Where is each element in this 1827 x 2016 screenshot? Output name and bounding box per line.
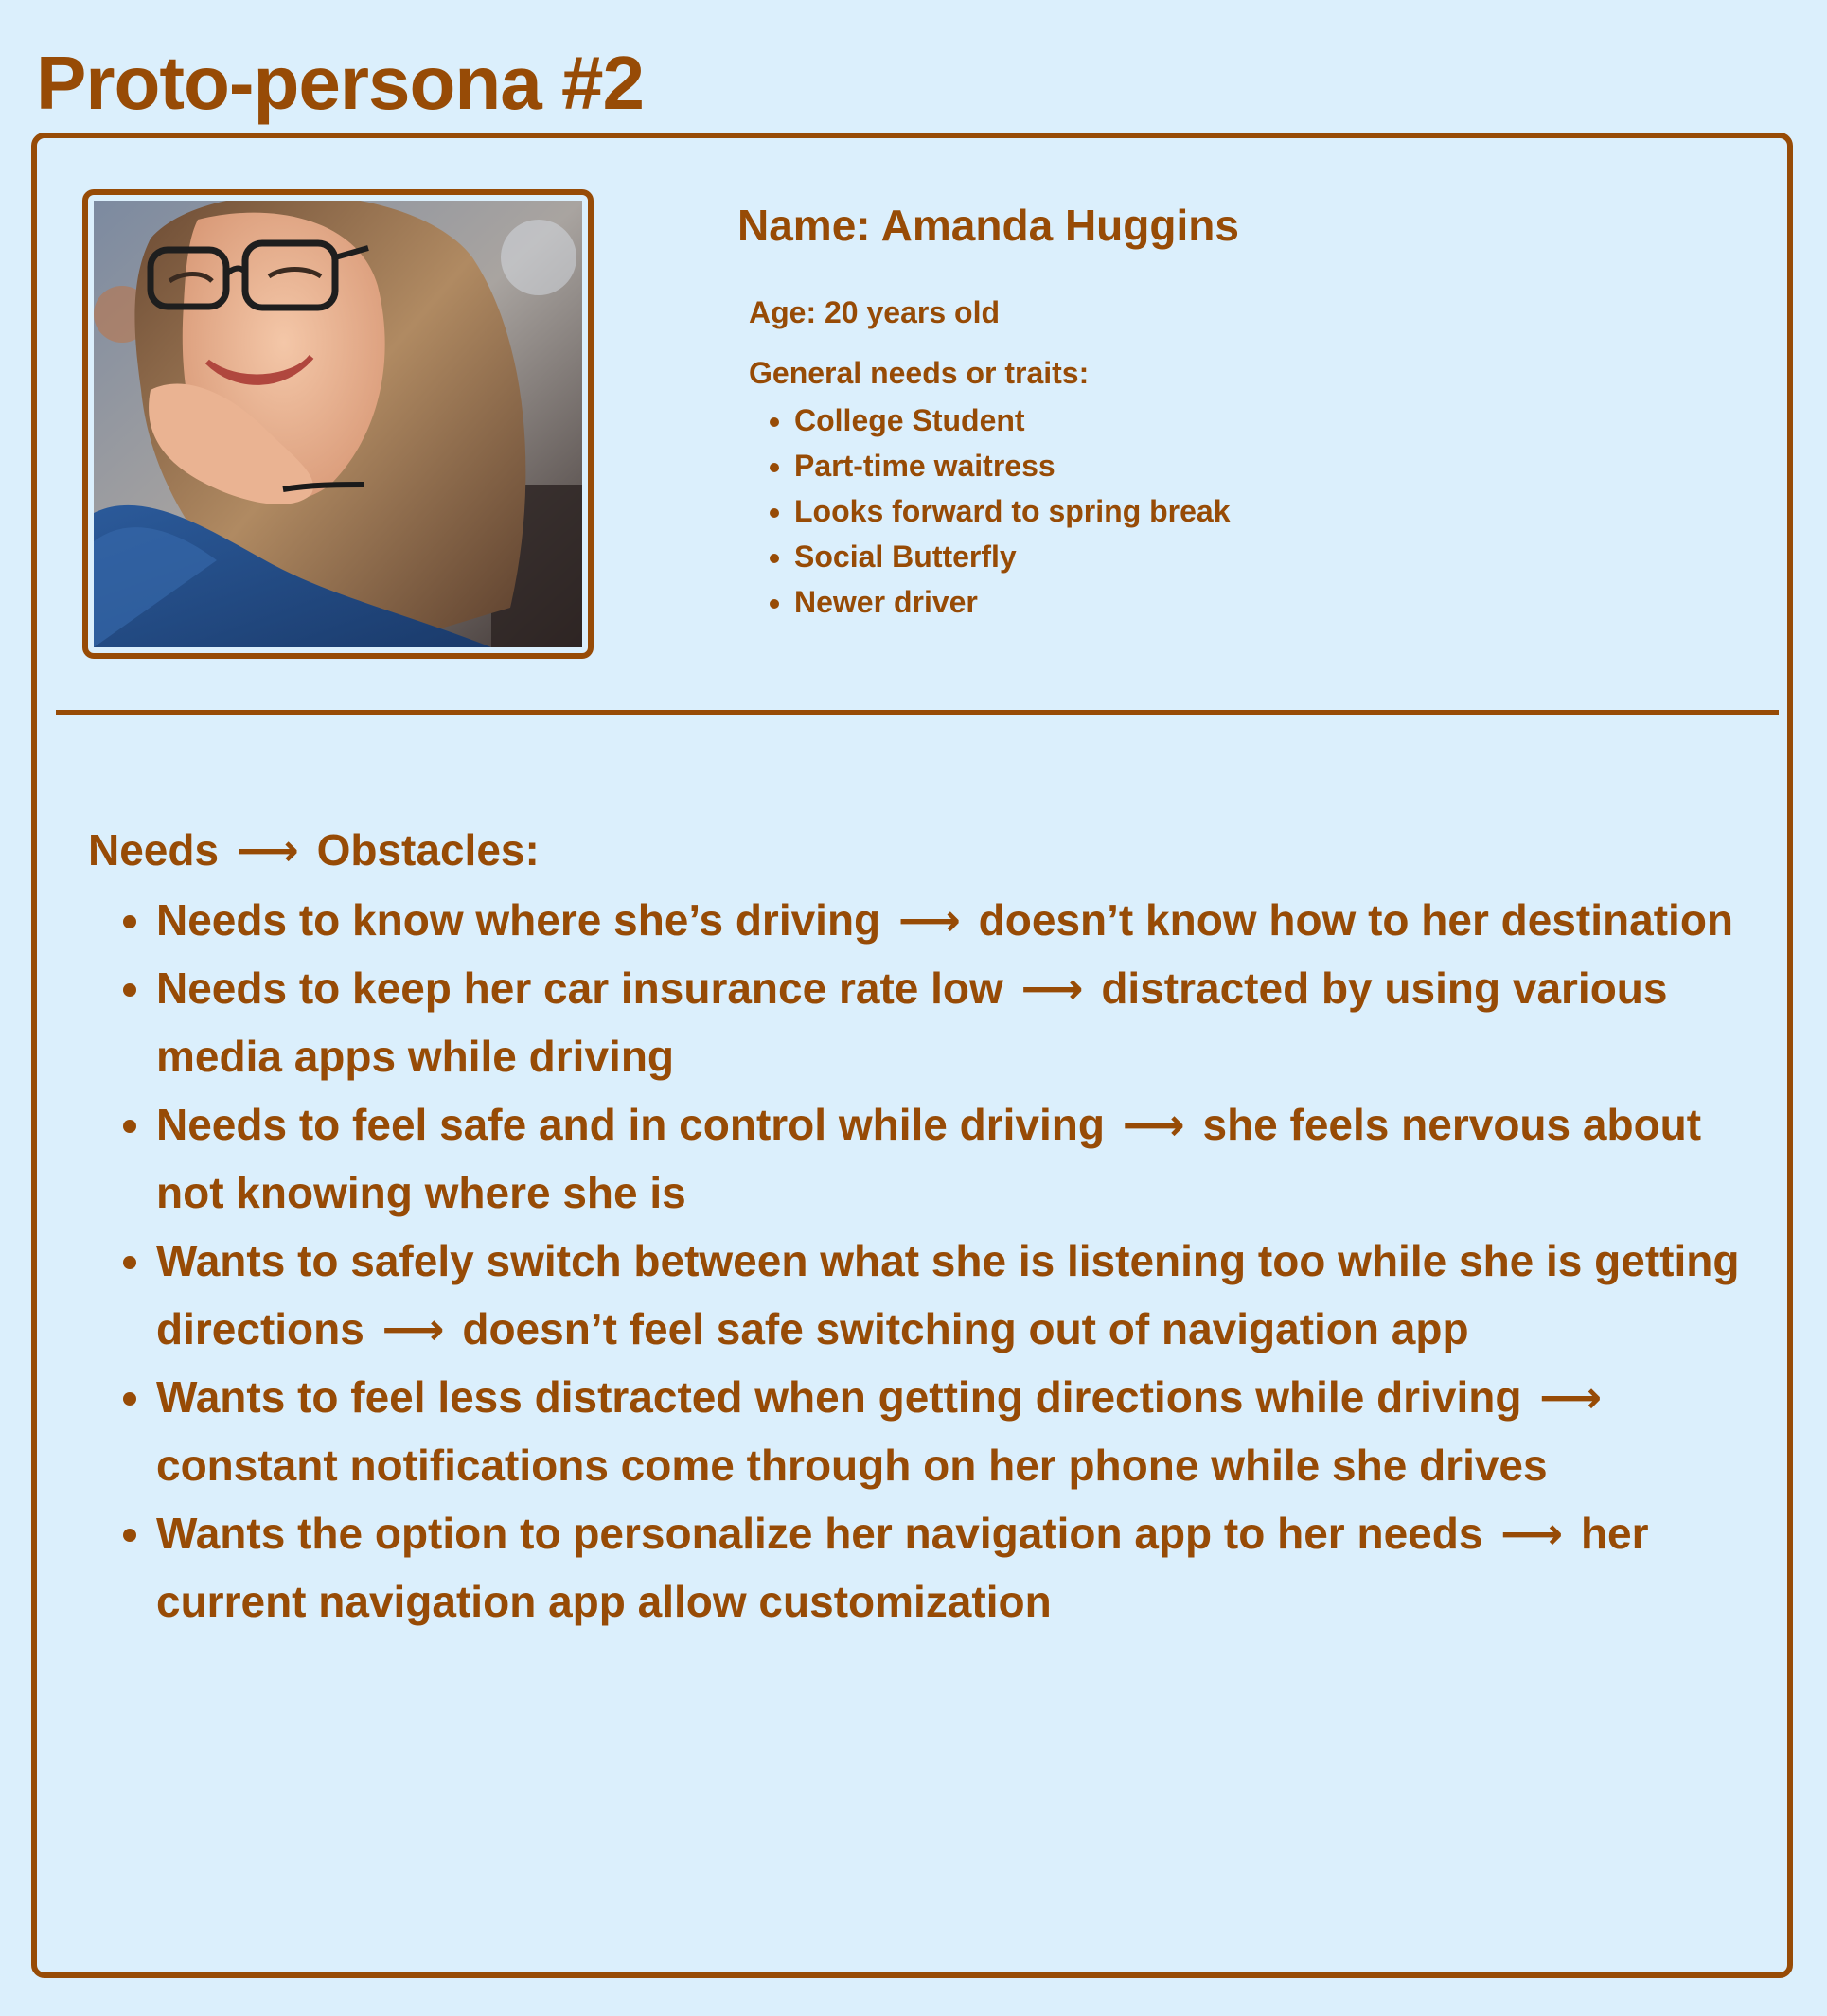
trait-item: • Social Butterfly — [794, 534, 1684, 579]
needs-list — [88, 886, 1754, 1636]
persona-name: Name: Amanda Huggins — [737, 201, 1239, 250]
obstacle-text: doesn’t feel safe switching out of navigation app — [462, 1304, 1469, 1353]
arrow-right-icon: ⟶ — [1500, 1509, 1564, 1558]
traits-label: General needs or traits: — [749, 356, 1090, 390]
need-item — [156, 1499, 1754, 1636]
traits-list — [737, 398, 1684, 625]
obstacles-heading-label: Obstacles: — [316, 825, 540, 875]
arrow-right-icon: ⟶ — [1539, 1372, 1603, 1422]
need-item — [156, 1227, 1754, 1363]
persona-card — [31, 133, 1793, 1978]
arrow-right-icon: ⟶ — [1122, 1100, 1185, 1149]
arrow-right-icon: ⟶ — [236, 825, 299, 875]
need-item — [156, 1363, 1754, 1499]
obstacle-text: constant notifications come through on her phone while she drives — [156, 1441, 1548, 1490]
arrow-right-icon: ⟶ — [381, 1304, 445, 1353]
trait-item: • Looks forward to spring break — [794, 488, 1684, 534]
need-text: Wants to feel less distracted when getting directions while driving — [156, 1372, 1522, 1422]
trait-item: • College Student — [794, 398, 1684, 443]
section-divider — [56, 710, 1779, 715]
need-text: Needs to know where she’s driving — [156, 895, 881, 945]
page-title: Proto-persona #2 — [36, 41, 644, 125]
needs-heading-label: Needs — [88, 825, 220, 875]
obstacle-text: her current navigation app allow customization — [156, 1509, 1649, 1626]
obstacle-text: she feels nervous about not knowing where she is — [156, 1100, 1702, 1217]
arrow-right-icon: ⟶ — [1020, 964, 1084, 1013]
need-text: Needs to keep her car insurance rate low — [156, 964, 1003, 1013]
trait-item: • Newer driver — [794, 579, 1684, 625]
need-item — [156, 886, 1754, 954]
needs-obstacles-heading — [88, 822, 1754, 878]
persona-age: Age: 20 years old — [749, 295, 1000, 329]
needs-obstacles-section — [88, 822, 1754, 1636]
need-text: Wants to safely switch between what she is listening too while she is getting directions — [156, 1236, 1740, 1353]
obstacle-text: doesn’t know how to her destination — [978, 895, 1734, 945]
need-item — [156, 954, 1754, 1090]
persona-photo-image — [94, 201, 582, 647]
persona-photo — [82, 189, 594, 659]
need-item — [156, 1090, 1754, 1227]
trait-item: • Part-time waitress — [794, 443, 1684, 488]
obstacle-text: distracted by using various media apps while driving — [156, 964, 1668, 1081]
arrow-right-icon: ⟶ — [897, 895, 961, 945]
persona-info — [737, 197, 1684, 625]
need-text: Wants the option to personalize her navigation app to her needs — [156, 1509, 1483, 1558]
need-text: Needs to feel safe and in control while driving — [156, 1100, 1105, 1149]
